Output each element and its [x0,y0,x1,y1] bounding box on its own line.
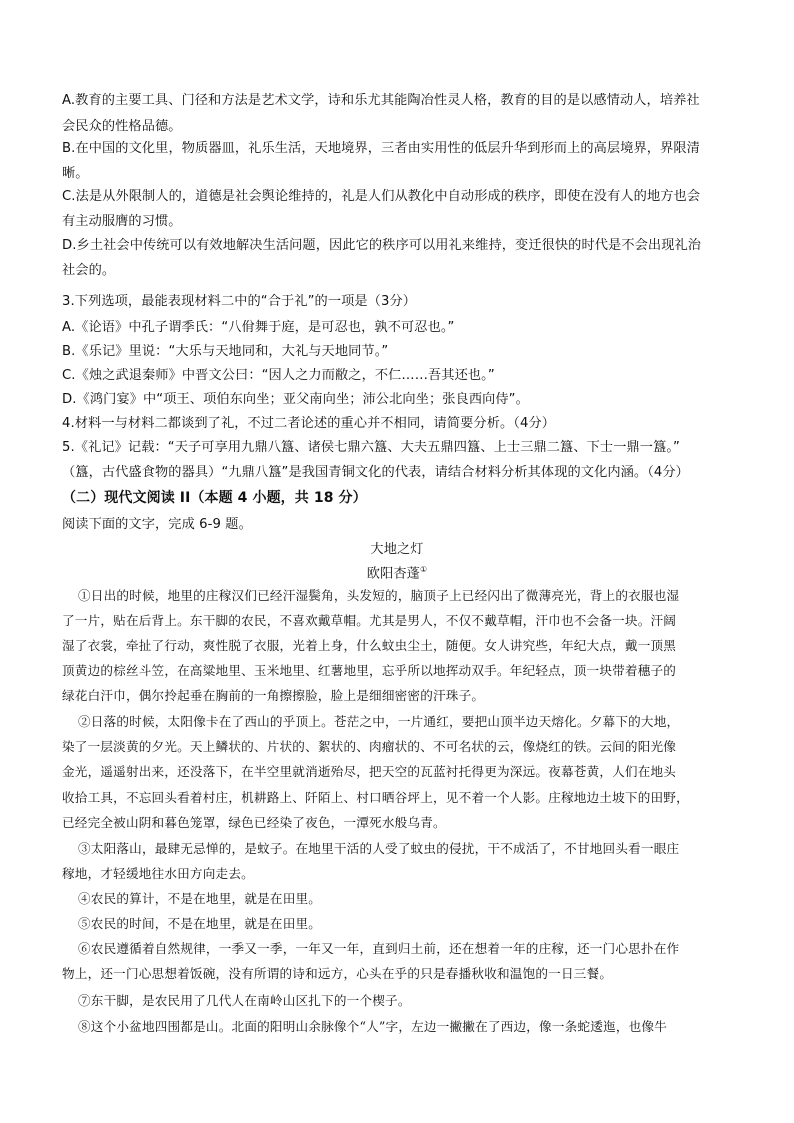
passage-line: ②日落的时候，太阳像卡在了西山的乎顶上。苍茫之中，一片通红，要把山顶半边天熔化。夕幕下的大地， [78,714,680,729]
passage-line: ③太阳落山，最肆无忌惮的，是蚊子。在地里干活的人受了蚊虫的侵扰，干不成活了，不甘地回头看一眼庄 [78,841,680,856]
passage-line: 物上，还一门心思想着饭碗，没有所谓的诗和远方，心头在乎的只是春播秋收和温饱的一日三餐。 [62,966,613,981]
passage-line: 已经完全被山阴和暮色笼罩，绿色已经染了夜色，一潭死水般乌青。 [62,815,446,830]
passage-line: 稼地，才轻缓地往水田方向走去。 [62,866,254,881]
q2-option-a-line2: 会民众的性格品德。 [62,119,182,134]
q3-option-d: D.《鸿门宴》中“项王、项伯东向坐；亚父南向坐；沛公北向坐；张良西向侍”。 [62,392,529,407]
q3-option-b: B.《乐记》里说：“大乐与天地同和，大礼与天地同节。” [62,344,389,359]
passage-line: 绿花白汗巾，偶尔拎起垂在胸前的一角擦擦脸，脸上是细细密密的汗珠子。 [62,688,485,703]
passage-line: ⑦东干脚，是农民用了几代人在南岭山区扎下的一个楔子。 [78,993,411,1008]
passage-line: 染了一层淡黄的夕光。天上鳞状的、片状的、絮状的、肉瘤状的、不可名状的云，像烧红的铁。云间的阳光像 [62,739,677,754]
passage-line: 顶黄边的棕丝斗笠，在高粱地里、玉米地里、红薯地里，忘乎所以地挥动双手。年纪轻点，顶一块带着穗子的 [62,663,677,678]
q3-stem: 3.下列选项，最能表现材料二中的“合于礼”的一项是（3分） [62,294,417,309]
section-heading: （二）现代文阅读 II（本题 4 小题，共 18 分） [62,490,367,506]
author-footnote-mark: ① [419,565,428,574]
q2-option-d-line2: 社会的。 [62,263,116,278]
passage-line: 金光，遥遥射出来，还没落下，在半空里就消逝殆尽，把天空的瓦蓝衬托得更为深远。夜幕苍黄，人们在地头 [62,764,677,779]
q2-option-a-line1: A.教育的主要工具、门径和方法是艺术文学，诗和乐尤其能陶冶性灵人格，教育的目的是以感情动人，培养社 [62,93,700,108]
passage-title: 大地之灯 [370,542,424,557]
q2-option-b-line1: B.在中国的文化里，物质器皿，礼乐生活，天地境界，三者由实用性的低层升华到形而上的高层境界，界限清 [62,141,700,156]
q3-option-c: C.《烛之武退秦师》中晋文公曰：“因人之力而敝之，不仁……吾其还也。” [62,368,495,383]
q2-option-c-line2: 有主动服膺的习惯。 [62,214,182,229]
q2-option-d-line1: D.乡土社会中传统可以有效地解决生活问题，因此它的秩序可以用礼来维持，变迁很快的时代是不会出现礼治 [62,238,702,253]
q4-text: 4.材料一与材料二都谈到了礼，不过二者论述的重心并不相同，请简要分析。（4分） [62,416,556,431]
passage-line: 了一片，贴在后背上。东干脚的农民，不喜欢戴草帽。尤其是男人，不仅不戴草帽，汗巾也不会备一块。汗阔 [62,613,677,628]
passage-line: ①日出的时候，地里的庄稼汉们已经汗湿鬓角，头发短的，脑顶子上已经闪出了微薄亮光，背上的衣服也湿 [78,588,680,603]
passage-author [0,566,794,581]
q5-line1: 5.《礼记》记载：“天子可享用九鼎八簋、诸侯七鼎六簋、大夫五鼎四簋、上士三鼎二簋、下士一鼎一簋。” [62,440,680,455]
passage-line: ⑤农民的时间，不是在地里，就是在田里。 [78,916,322,931]
reading-instruction: 阅读下面的文字，完成 6-9 题。 [62,517,252,532]
passage-line: ④农民的算计，不是在地里，就是在田里。 [78,891,322,906]
passage-line: 湿了衣裳，牵扯了行动，爽性脱了衣服，光着上身，什么蚊虫尘土，随便。女人讲究些，年纪大点，戴一顶黑 [62,638,677,653]
q2-option-c-line1: C.法是从外限制人的，道德是社会舆论维持的，礼是人们从教化中自动形成的秩序，即使在没有人的地方也会 [62,189,701,204]
q5-line2: （簋，古代盛食物的器具）“九鼎八簋”是我国青铜文化的代表，请结合材料分析其体现的文化内涵。（4分） [62,465,689,480]
passage-line: ⑧这个小盆地四围都是山。北面的阳明山余脉像个“人”字，左边一撇撇在了西边，像一条蛇逶迤，也像牛 [78,1019,667,1034]
q2-option-b-line2: 晰。 [62,166,89,181]
passage-line: ⑥农民遵循着自然规律，一季又一季，一年又一年，直到归土前，还在想着一年的庄稼，还一门心思扑在作 [78,941,680,956]
passage-line: 收拾工具，不忘回头看着村庄，机耕路上、阡陌上、村口晒谷坪上，见不着一个人影。庄稼地边土坡下的田野， [62,790,689,805]
author-name: 欧阳杏蓬 [366,566,420,582]
q3-option-a: A.《论语》中孔子谓季氏：“八佾舞于庭，是可忍也，孰不可忍也。” [62,320,455,335]
